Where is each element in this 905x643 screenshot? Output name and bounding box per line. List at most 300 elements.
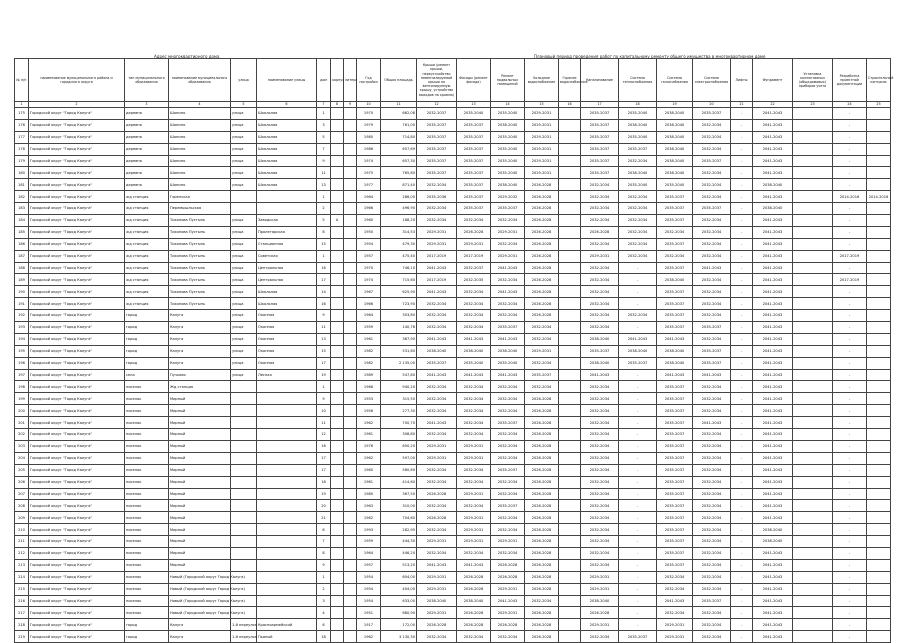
table-cell: 1959 [357, 536, 381, 548]
table-cell: 2041-2043 [753, 191, 793, 203]
table-cell: 199 [15, 393, 29, 405]
table-cell: город [125, 631, 169, 643]
table-cell: Городской округ "Город Калуга" [29, 143, 125, 155]
table-cell: 1954 [357, 238, 381, 250]
table-cell: 2026-2028 [525, 429, 559, 441]
table-cell: 1982 [357, 345, 381, 357]
table-cell: 2032-2034 [693, 274, 731, 286]
table-cell: 2035-2037 [693, 108, 731, 120]
table-cell: 12 [317, 429, 331, 441]
table-cell: 180 [15, 167, 29, 179]
table-cell: 2035-2040 [619, 108, 657, 120]
table-cell: 2032-2034 [693, 405, 731, 417]
table-cell [793, 417, 833, 429]
table-cell: 2038-2040 [753, 536, 793, 548]
table-row [15, 274, 891, 286]
table-cell: - [833, 512, 867, 524]
table-cell: - [833, 226, 867, 238]
table-cell: 140,76 [381, 322, 417, 334]
table-cell: поселок [125, 488, 169, 500]
table-cell: 2032-2034 [619, 226, 657, 238]
table-cell: 200 [15, 405, 29, 417]
table-cell: Мирный [169, 405, 231, 417]
table-cell: 194 [15, 333, 29, 345]
table-row [15, 322, 891, 334]
table-cell: 2032-2034 [491, 488, 525, 500]
table-cell: 2041-2043 [491, 369, 525, 381]
table-cell: Городской округ "Город Калуга" [29, 583, 125, 595]
table-cell: 2029-2031 [457, 440, 491, 452]
table-cell: 2041-2043 [457, 559, 491, 571]
table-cell: 2038-2040 [657, 143, 693, 155]
table-cell: - [731, 512, 753, 524]
table-cell: - [833, 547, 867, 559]
table-cell: 1960 [357, 215, 381, 227]
table-cell [867, 524, 891, 536]
table-cell [559, 203, 581, 215]
table-cell [793, 203, 833, 215]
table-cell: - [833, 322, 867, 334]
table-cell: 2032-2034 [693, 238, 731, 250]
table-cell [344, 286, 357, 298]
table-cell [559, 381, 581, 393]
table-row [15, 250, 891, 262]
table-cell: 475,40 [381, 250, 417, 262]
table-cell: 282,95 [381, 524, 417, 536]
table-cell: 2041-2043 [753, 393, 793, 405]
table-cell: 9 [317, 310, 331, 322]
table-cell: 2032-2034 [657, 607, 693, 619]
column-number: 7 [317, 102, 331, 108]
table-cell: деревня [125, 108, 169, 120]
table-cell [257, 476, 317, 488]
table-row [15, 345, 891, 357]
table-cell: Городской округ "Город Калуга" [29, 559, 125, 571]
table-cell: 2041-2043 [753, 369, 793, 381]
table-cell: поселок [125, 547, 169, 559]
table-cell: 2026-2028 [525, 440, 559, 452]
table-cell [344, 536, 357, 548]
table-cell: 11 [317, 417, 331, 429]
table-cell: 2038-2040 [657, 155, 693, 167]
table-cell: 2026-2028 [525, 191, 559, 203]
table-row [15, 536, 891, 548]
table-cell: 2026-2028 [525, 512, 559, 524]
table-cell: 2032-2034 [619, 310, 657, 322]
table-cell: 2032-2034 [491, 476, 525, 488]
table-cell [559, 298, 581, 310]
table-cell: Калуга [169, 322, 231, 334]
table-cell: Городской округ "Город Калуга" [29, 345, 125, 357]
table-cell [867, 286, 891, 298]
table-cell: 11 [317, 167, 331, 179]
table-cell [867, 345, 891, 357]
table-row [15, 405, 891, 417]
table-row [15, 417, 891, 429]
table-cell: - [833, 155, 867, 167]
table-cell: 2041-2043 [753, 500, 793, 512]
table-cell: 195 [15, 345, 29, 357]
table-cell [344, 583, 357, 595]
table-cell: 6 [317, 524, 331, 536]
table-cell: 2032-2034 [693, 512, 731, 524]
table-cell: 2041-2043 [417, 333, 457, 345]
table-cell: улица [231, 131, 257, 143]
table-cell: 2032-2034 [693, 250, 731, 262]
table-cell: 2038-2040 [657, 345, 693, 357]
table-cell [867, 179, 891, 191]
table-cell: - [731, 322, 753, 334]
table-cell: 2038-2040 [417, 345, 457, 357]
column-number: 17 [581, 102, 619, 108]
table-cell: - [833, 571, 867, 583]
table-cell [344, 167, 357, 179]
table-cell [559, 250, 581, 262]
table-cell: 2032-2034 [581, 203, 619, 215]
table-cell: - [731, 500, 753, 512]
table-cell: 2032-2034 [457, 381, 491, 393]
table-cell: Школьная [257, 143, 317, 155]
table-cell [793, 393, 833, 405]
table-cell: 2038-2040 [619, 119, 657, 131]
table-cell: 16 [317, 298, 331, 310]
table-cell: поселок [125, 500, 169, 512]
table-cell: - [833, 108, 867, 120]
table-cell: Жд станция [169, 381, 231, 393]
table-cell: жд станция [125, 226, 169, 238]
table-cell: 17 [317, 464, 331, 476]
table-cell: 2029-2031 [525, 108, 559, 120]
table-cell: поселок [125, 476, 169, 488]
table-cell: 2032-2034 [457, 215, 491, 227]
table-cell: - [731, 262, 753, 274]
table-cell: 2035-2037 [457, 143, 491, 155]
column-number: 20 [693, 102, 731, 108]
table-cell: Мирный [169, 536, 231, 548]
table-row [15, 607, 891, 619]
table-cell: 2017-2019 [457, 250, 491, 262]
table-cell: 2029-2031 [525, 119, 559, 131]
table-cell: улица [231, 286, 257, 298]
table-cell: - [619, 583, 657, 595]
table-cell: - [619, 440, 657, 452]
table-cell: - [619, 322, 657, 334]
table-cell: 181 [15, 179, 29, 191]
table-cell: деревня [125, 131, 169, 143]
table-cell: 2029-2031 [457, 512, 491, 524]
table-cell [257, 500, 317, 512]
table-cell [331, 488, 344, 500]
table-cell [331, 108, 344, 120]
table-cell [867, 631, 891, 643]
table-cell: 2041-2043 [753, 512, 793, 524]
table-cell: 2032-2034 [693, 500, 731, 512]
table-cell: - [731, 345, 753, 357]
table-cell: улица [231, 179, 257, 191]
table-cell: 18 [317, 631, 331, 643]
table-cell: - [619, 464, 657, 476]
table-cell: 1-й переулок [231, 631, 257, 643]
table-cell: 1 [317, 571, 331, 583]
table-cell [793, 191, 833, 203]
table-cell: поселок [125, 452, 169, 464]
table-cell [344, 322, 357, 334]
table-row [15, 595, 891, 607]
table-cell [344, 369, 357, 381]
table-cell: поселок [125, 393, 169, 405]
table-cell: 2032-2034 [491, 429, 525, 441]
table-cell: 2038-2040 [753, 179, 793, 191]
table-cell [867, 607, 891, 619]
table-cell: 2029-2031 [417, 536, 457, 548]
table-cell [257, 607, 317, 619]
table-cell: 2041-2043 [753, 488, 793, 500]
table-cell [231, 417, 257, 429]
table-cell: Городской округ "Город Калуга" [29, 607, 125, 619]
table-cell: Новый (Городской округ Город Калуга) [169, 583, 231, 595]
table-row [15, 108, 891, 120]
table-cell: 2041-2043 [753, 333, 793, 345]
table-cell [331, 250, 344, 262]
table-cell: 2035-2037 [491, 464, 525, 476]
table-cell: Городской округ "Город Калуга" [29, 595, 125, 607]
table-cell: 2026-2028 [525, 464, 559, 476]
table-cell: 2035-2037 [657, 405, 693, 417]
table-cell: 2032-2034 [581, 631, 619, 643]
column-header: дом [317, 59, 331, 102]
table-cell: - [619, 547, 657, 559]
table-cell: - [833, 488, 867, 500]
table-cell [344, 607, 357, 619]
table-cell: 2032-2034 [457, 631, 491, 643]
table-cell: Городской округ "Город Калуга" [29, 357, 125, 369]
table-cell [231, 559, 257, 571]
table-cell: 2026-2028 [457, 583, 491, 595]
table-cell: 2032-2034 [581, 440, 619, 452]
table-cell: 2032-2034 [693, 607, 731, 619]
table-cell: - [833, 476, 867, 488]
table-cell [344, 238, 357, 250]
table-cell [344, 119, 357, 131]
column-number: 10 [357, 102, 381, 108]
table-cell: 2026-2028 [525, 559, 559, 571]
table-cell [344, 476, 357, 488]
table-cell: 203 [15, 440, 29, 452]
table-cell: 2035-2037 [657, 559, 693, 571]
table-cell: 625,90 [381, 286, 417, 298]
table-cell: 188,20 [381, 215, 417, 227]
table-cell [257, 393, 317, 405]
table-cell [344, 345, 357, 357]
table-cell: 2035-2037 [417, 155, 457, 167]
table-cell: 2029-2031 [417, 452, 457, 464]
table-cell: 2032-2034 [693, 143, 731, 155]
table-cell: 2032-2034 [693, 191, 731, 203]
table-cell: 2026-2028 [525, 405, 559, 417]
table-cell [344, 524, 357, 536]
table-cell: 2041-2043 [417, 369, 457, 381]
table-cell [559, 333, 581, 345]
table-cell: 2032-2034 [619, 238, 657, 250]
table-cell [331, 595, 344, 607]
table-cell: - [619, 417, 657, 429]
table-cell: - [731, 452, 753, 464]
table-cell [559, 119, 581, 131]
table-cell: 2026-2028 [457, 571, 491, 583]
table-cell: 187 [15, 250, 29, 262]
table-cell: 2035-2037 [657, 203, 693, 215]
table-cell: 2041-2043 [753, 464, 793, 476]
table-cell: 2032-2034 [457, 286, 491, 298]
table-row [15, 143, 891, 155]
table-cell: 196 [15, 357, 29, 369]
table-cell: 2017-2019 [417, 250, 457, 262]
table-row [15, 215, 891, 227]
table-cell: - [833, 333, 867, 345]
table-cell: 2041-2043 [753, 381, 793, 393]
table-cell: Городской округ "Город Калуга" [29, 464, 125, 476]
table-cell: 2032-2034 [457, 310, 491, 322]
table-cell: 2026-2028 [525, 250, 559, 262]
table-cell: 2035-2037 [581, 143, 619, 155]
table-cell: Городской округ "Город Калуга" [29, 274, 125, 286]
table-cell: - [731, 524, 753, 536]
column-header: улица [231, 59, 257, 102]
table-cell: 2032-2034 [693, 464, 731, 476]
table-cell: 1950 [357, 226, 381, 238]
table-cell: Калуга [169, 333, 231, 345]
table-cell: 2035-2037 [417, 143, 457, 155]
table-cell: 1976 [357, 440, 381, 452]
table-cell [257, 524, 317, 536]
table-cell: 13 [317, 333, 331, 345]
table-cell: 2032-2034 [417, 298, 457, 310]
table-cell: 1977 [357, 179, 381, 191]
table-cell: 2026-2028 [581, 226, 619, 238]
table-cell [867, 619, 891, 631]
table-cell: 650,20 [381, 440, 417, 452]
table-cell: 1960 [357, 464, 381, 476]
table-cell: 1964 [357, 191, 381, 203]
table-cell: Городской округ "Город Калуга" [29, 131, 125, 143]
table-cell: 2032-2034 [581, 488, 619, 500]
table-cell: 940,20 [381, 381, 417, 393]
table-cell [331, 286, 344, 298]
table-cell: 2041-2043 [753, 286, 793, 298]
table-cell [344, 143, 357, 155]
table-cell: Городской округ "Город Калуга" [29, 452, 125, 464]
table-row [15, 429, 891, 441]
table-cell [231, 524, 257, 536]
column-header: Холодное водоснабжение [525, 59, 559, 102]
table-cell: 2026-2028 [525, 298, 559, 310]
table-cell: 2026-2028 [525, 393, 559, 405]
column-number: 12 [417, 102, 457, 108]
table-cell: 2032-2034 [581, 274, 619, 286]
table-cell: Школьная [257, 167, 317, 179]
column-header: Фасады (ремонт фасада) [457, 59, 491, 102]
table-cell: 704,60 [381, 512, 417, 524]
table-cell: 9 [317, 393, 331, 405]
table-cell: 1962 [357, 452, 381, 464]
table-cell [257, 191, 317, 203]
table-cell [559, 607, 581, 619]
table-cell: 531,60 [381, 345, 417, 357]
table-cell: Красноармейский [257, 619, 317, 631]
table-cell [257, 452, 317, 464]
table-cell: 15 [317, 345, 331, 357]
table-cell: - [731, 488, 753, 500]
table-cell: Калуга [169, 345, 231, 357]
table-cell [344, 393, 357, 405]
table-cell: 1961 [357, 476, 381, 488]
table-cell: 2032-2034 [525, 595, 559, 607]
table-cell: 367,50 [381, 488, 417, 500]
table-cell: улица [231, 119, 257, 131]
table-cell: 2032-2034 [581, 452, 619, 464]
table-cell: 2032-2034 [525, 357, 559, 369]
table-cell [559, 345, 581, 357]
table-cell: 2035-2037 [417, 357, 457, 369]
table-cell: 1 [317, 381, 331, 393]
table-cell: Городской округ "Город Калуга" [29, 405, 125, 417]
table-cell: 2032-2034 [693, 559, 731, 571]
table-cell: 2014-2016 [833, 191, 867, 203]
table-cell: 414,60 [381, 476, 417, 488]
table-cell: 1 [317, 191, 331, 203]
table-row [15, 524, 891, 536]
table-cell: 219 [15, 631, 29, 643]
table-cell [344, 203, 357, 215]
table-cell: 1 [317, 108, 331, 120]
table-cell: 2035-2036 [417, 191, 457, 203]
table-cell: жд станция [125, 238, 169, 250]
table-row [15, 333, 891, 345]
table-cell: 215 [15, 583, 29, 595]
table-cell [331, 238, 344, 250]
table-cell: - [833, 369, 867, 381]
table-cell: 2032-2034 [693, 429, 731, 441]
table-cell [257, 488, 317, 500]
table-cell [867, 547, 891, 559]
table-cell: 2041-2043 [753, 322, 793, 334]
table-cell: 1980 [357, 488, 381, 500]
table-cell: - [833, 559, 867, 571]
table-cell [344, 405, 357, 417]
table-cell [867, 440, 891, 452]
table-cell [257, 440, 317, 452]
table-cell: 2041-2043 [753, 155, 793, 167]
table-cell: 202 [15, 429, 29, 441]
table-cell: 2041-2043 [753, 476, 793, 488]
table-cell: 2032-2034 [491, 547, 525, 559]
column-number: 25 [867, 102, 891, 108]
table-cell: 2035-2040 [491, 167, 525, 179]
table-cell: Мирный [169, 440, 231, 452]
table-cell [559, 322, 581, 334]
table-cell: 2029-2031 [525, 167, 559, 179]
table-cell: 201 [15, 417, 29, 429]
table-cell: 2026-2028 [457, 607, 491, 619]
table-cell: 1951 [357, 607, 381, 619]
table-cell: 2038-2040 [753, 524, 793, 536]
table-cell: 2041-2043 [753, 547, 793, 559]
table-cell: 18 [317, 476, 331, 488]
table-cell [867, 143, 891, 155]
table-cell: 604,00 [381, 571, 417, 583]
table-cell: Городской округ "Город Калуга" [29, 571, 125, 583]
table-cell: 2026-2028 [525, 238, 559, 250]
